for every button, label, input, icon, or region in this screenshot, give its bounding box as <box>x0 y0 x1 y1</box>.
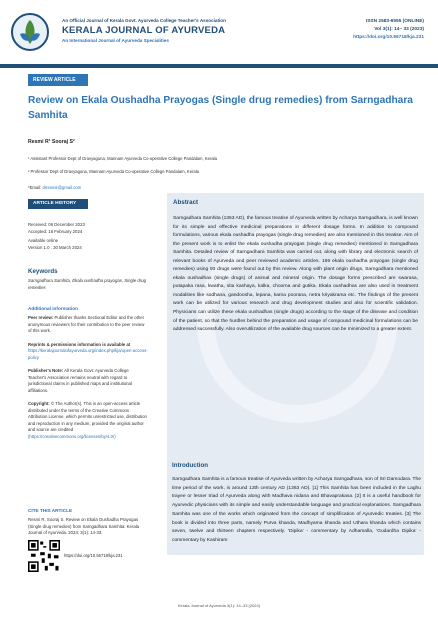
copyright-label: Copyright: <box>28 401 50 406</box>
additional-info-heading: Additional information <box>28 306 78 311</box>
publisher-note-text: All Kerala Govt. Ayurveda College Teacher's Association remains neutral with regard to jurisdictional claims in published maps and institutional affiliations. <box>28 368 132 393</box>
available-online: Available online <box>28 238 59 243</box>
introduction-heading: Introduction <box>172 462 209 469</box>
peer-review-text: Publisher thanks Sectional Editor and the other anonymous reviewers for their contribution to the peer review of this work. <box>28 315 145 333</box>
cite-doi[interactable]: https://doi.org/10.55718/kja.231 <box>64 553 123 558</box>
article-history-heading: ARTICLE HISTORY <box>28 199 88 209</box>
page-footer: Kerala Journal of Ayurveda 3(1): 14–33 (2024) <box>177 603 261 608</box>
affiliation-1: ¹ Assistant Professor Dept of Dravyaguna, Mannam Ayurveda Co-operative College Pandalam, Kerala <box>28 156 217 161</box>
keywords-section <box>28 268 148 291</box>
article-type-badge: REVIEW ARTICLE <box>28 74 88 86</box>
publisher-note <box>28 368 148 394</box>
abstract-heading: Abstract <box>173 199 199 206</box>
publisher-note-label: Publisher's Note: <box>28 368 64 373</box>
abstract-text: Sarngadhara Samhita (1363 AD), the famous treatise of Ayurveda written by Acharya Sarngadhara, is well known for its simple and effective medicinal preparations in different dosage forms. In addition to compound formulations, various ekala oushadha prayogas (single drug remedies) are also mentioned in this treatise. Aim of the present work is to enlist the ekala oushadha prayogas (single drug remedies) mentioned in Sarngadhara Samhita. Detailed review of Sarngadhara Samhita was carried out, along with library and electronic search of relevant books of Ayurveda and peer reviewed academic articles. 159 ekala oushadha prayogas (single drug remedies) using 93 drugs were found out by this review. Along with plant origin drugs, Sarngadhara mentioned ekala oushadhas (single drugs) of animal and mineral origin. The dosage forms prescribed are swarasa, putapaka rasa, kwatha, sita kashaya, kalka, choorna and gutika. Ekala oushadhas are also used in treatment modalities like sodhana, gandoosha, lepana, karna poorana, netra kriyakrama etc. The findings of the present work can be utilized for various research and drug development studies and also for scientific validation. Physicians can utilize these ekala oushadhas (single drugs) according to the stage of the disease and condition of the patient, so that the hurdles behind the preparation and usage of compound medicinal formulations can be addressed successfully. Also overutilization of the available drug sources can be minimized to a greater extent. <box>173 216 418 333</box>
version: Version 1.0 : 30 March 2024 <box>28 244 82 250</box>
qr-code-icon <box>28 540 60 572</box>
reprints-label: Reprints & permissions information is available at <box>28 341 131 347</box>
cite-intro <box>28 517 148 537</box>
email-label: *Email: <box>28 185 42 190</box>
copyright-note <box>28 401 148 440</box>
authors: Resmi R¹ Sooraj S² <box>28 139 75 145</box>
email-link[interactable]: drresmir@gmail.com <box>42 185 82 190</box>
peer-review-note <box>28 315 148 335</box>
cite-heading: CITE THIS ARTICLE <box>28 508 73 513</box>
article-history <box>28 222 148 251</box>
accepted-date: Accepted: 16 February 2024 <box>28 228 83 234</box>
introduction-text: Sarngadhara Samhita is a famous treatise of Ayurveda written by Acharya Sarngadhara, son of Sri Damodara. The time period of the work, is around 13th century AD (1363 AD). [1] This Samhita has been included in the Laghu trayee or lesser triad of Ayurveda along with Madhava nidana and Bhavaprakasa. [2] It is a useful handbook for Ayurvedic physicians with its simple and easily understandable language and practical explanations. Sarngadhara Samhita was one of the works which originated from the concept of simplification of Ayurvedic treaties. [3] The book is divided into three parts, namely Purva khanda, Madhyama khanda and Uthara khanda which contains seven, twelve and thirteen chapters respectively. 'Dipika' - commentary by Adhamalla, 'Gudardha Dipika' -commentary by Kashiram <box>172 477 421 543</box>
copyright-text: © The Author(s). This is an open-access article distributed under the terms of the Creative Commons Attribution License, which permits unrestricted use, distribution and reproduction in any medium, provided the original author and source are credited <box>28 401 147 432</box>
issn: ISSN 2583-6555 (ONLINE) <box>365 19 424 24</box>
peer-review-label: Peer review: <box>28 315 54 320</box>
corresponding-email <box>28 185 81 190</box>
doi-link[interactable]: https://doi.org/10.55718/kja.231 <box>353 35 424 40</box>
article-title: Review on Ekala Oushadha Prayogas (Single drug remedies) from Sarngadhara Samhita <box>28 95 413 121</box>
reprints-link[interactable]: https://keralajournalofayurveda.org/index.php/kja/open-access-policy <box>28 348 148 360</box>
journal-subtitle: An International Journal of Ayurveda Specialities <box>62 38 169 43</box>
journal-name: KERALA JOURNAL OF AYURVEDA <box>62 25 226 36</box>
volume-info: Vol 3(1): 14– 33 (2023) <box>374 27 424 32</box>
journal-header <box>0 0 438 60</box>
received-date: Received: 06 December 2023 <box>28 222 85 227</box>
journal-association: An Official Journal of Kerala Govt. Ayurveda College Teacher's Association <box>62 18 226 23</box>
header-divider <box>0 64 438 68</box>
journal-logo-icon <box>10 12 50 52</box>
keywords-text: Sarngadhara Samhita, Ekala oushadha prayogas, Single drug remedies <box>28 278 147 290</box>
affiliation-2: ² Professor Dept of Dravyaguna, Mannam Ayurveda Co-operative College Pandalam, Kerala <box>28 169 200 174</box>
cite-heading-wrap <box>28 508 148 513</box>
cite-text-start: Resmi R, Sooraj S. Review on Ekala Oushadha Prayogas (Single drug remedies) from Sarngadhara Samhita: Kerala Journal of Ayurveda. 2024; 3(1): 14-33. <box>28 517 140 535</box>
reprints-note <box>28 342 148 362</box>
additional-info <box>28 306 148 440</box>
license-link[interactable]: (https://creativecommons.org/licenses/by/4.0/) <box>28 433 116 439</box>
keywords-heading: Keywords <box>28 268 58 275</box>
